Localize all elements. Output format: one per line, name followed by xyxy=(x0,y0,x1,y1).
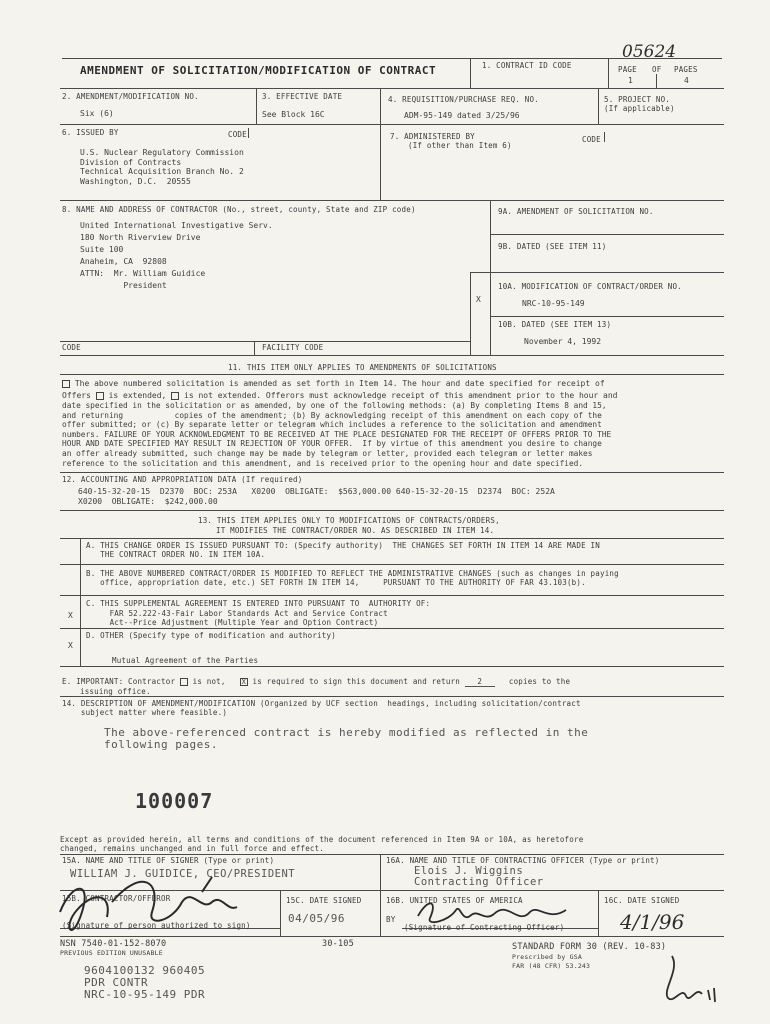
of-label: OF xyxy=(652,65,662,74)
item13-header-1: 13. THIS ITEM APPLIES ONLY TO MODIFICATIONS OF CONTRACTS/ORDERS, xyxy=(198,516,500,525)
effective-date-label: 3. EFFECTIVE DATE xyxy=(262,92,343,101)
item11-line1-text: The above numbered solicitation is amended as set forth in Item 14. The hour and date specified for receipt of xyxy=(74,379,605,388)
important-line xyxy=(62,677,570,687)
dated-item13-label: 10B. DATED (SEE ITEM 13) xyxy=(498,320,612,329)
important-text-b: is not, xyxy=(192,677,226,686)
description-label: 14. DESCRIPTION OF AMENDMENT/MODIFICATION (Organized by UCF section headings, including solicitation/contract subject matter where feasible.) xyxy=(62,699,581,717)
signer-name-label: 15A. NAME AND TITLE OF SIGNER (Type or print) xyxy=(62,856,275,865)
form-title: AMENDMENT OF SOLICITATION/MODIFICATION OF CONTRACT xyxy=(80,64,437,77)
facility-code-label: FACILITY CODE xyxy=(262,343,324,352)
contract-order-no-value: NRC-10-95-149 xyxy=(522,299,585,308)
form-code-center: 30-105 xyxy=(322,939,354,949)
item13-c-mark: X xyxy=(68,611,73,620)
project-no-label: 5. PROJECT NO. xyxy=(604,95,671,104)
accounting-data-label: 12. ACCOUNTING AND APPROPRIATION DATA (If required) xyxy=(62,475,303,484)
administered-by-sub: (If other than Item 6) xyxy=(408,141,512,150)
contractor-signature-caption: (Signature of person authorized to sign) xyxy=(62,921,251,930)
item13-d: D. OTHER (Specify type of modification and authority) xyxy=(86,631,336,640)
standard-form-label: STANDARD FORM 30 (REV. 10-83) xyxy=(512,942,667,952)
extended-checkbox[interactable] xyxy=(96,392,104,400)
issuing-office-text: issuing office. xyxy=(80,687,151,696)
dated-item11-label: 9B. DATED (SEE ITEM 11) xyxy=(498,242,607,251)
issued-by-code-label: CODE xyxy=(228,130,247,139)
item11-header: 11. THIS ITEM ONLY APPLIES TO AMENDMENTS OF SOLICITATIONS xyxy=(228,363,497,372)
contract-dated-value: November 4, 1992 xyxy=(524,337,602,346)
by-label: BY xyxy=(386,915,396,924)
page-label: PAGE xyxy=(618,65,637,74)
stamp-number: 100007 xyxy=(135,789,214,813)
contractor-signature xyxy=(52,872,272,932)
solicitation-amended-checkbox[interactable] xyxy=(62,380,70,388)
contractor-value: United International Investigative Serv. 180 North Riverview Drive Suite 100 Anaheim, CA 92808 ATTN: Mr. William Guidice President xyxy=(80,221,273,290)
page-number: 1 xyxy=(628,76,633,85)
far-reference-text: FAR (48 CFR) 53.243 xyxy=(512,962,591,970)
project-no-sub: (If applicable) xyxy=(604,104,675,113)
important-text-a: E. IMPORTANT: Contractor xyxy=(62,677,176,686)
item11-body: date specified in the solicitation or as amended, by one of the following methods: (a) By completing Items 8 and 15, and returning copies of the amendment; (b) By acknowledging receipt of this amendment on each copy of the offer submitted; or (c) By separate letter or telegram which includes a reference to the solicitation and amendment numbers. FAILURE OF YOUR ACKNOWLEDGMENT TO BE RECEIVED AT THE PLACE DESIGNATED FOR THE RECEIPT OF OFFERS PRIOR TO THE HOUR AND DATE SPECIFIED MAY RESULT IN REJECTION OF YOUR OFFER. If by virtue of this amendment you desire to change an offer already submitted, such change may be made by telegram or letter, provided each telegram or letter makes reference to the solicitation and this amendment, and is received prior to the opening hour and date specified. xyxy=(62,401,612,468)
item13-a: A. THIS CHANGE ORDER IS ISSUED PURSUANT TO: (Specify authority) THE CHANGES SET FORTH IN ITEM 14 ARE MADE IN THE CONTRACT ORDER NO. IN ITEM 10A. xyxy=(86,541,600,559)
item13-b: B. THE ABOVE NUMBERED CONTRACT/ORDER IS MODIFIED TO REFLECT THE ADMINISTRATIVE CHANGES (such as changes in paying office, appropriation date, etc.) SET FORTH IN ITEM 14, PURSUANT TO THE AUTHORITY OF FAR 43.103(b). xyxy=(86,569,619,587)
previous-edition-text: PREVIOUS EDITION UNUSABLE xyxy=(60,949,163,957)
handwritten-initials xyxy=(652,950,722,1006)
important-text-c: is required to sign this document and return xyxy=(252,677,460,686)
not-extended-checkbox[interactable] xyxy=(171,392,179,400)
administered-by-label: 7. ADMINISTERED BY xyxy=(390,132,475,141)
officer-signature-caption: (Signature of Contracting Officer) xyxy=(404,923,565,932)
date-signed-15c-label: 15C. DATE SIGNED xyxy=(286,896,362,905)
contract-id-code-label: 1. CONTRACT ID CODE xyxy=(482,61,572,70)
contracting-officer-name-label: 16A. NAME AND TITLE OF CONTRACTING OFFICER (Type or print) xyxy=(386,856,660,865)
pdr-line-2: PDR CONTR xyxy=(84,976,149,989)
item10a-mark: X xyxy=(476,295,481,304)
item13-d-mark: X xyxy=(68,641,73,650)
page-count: 4 xyxy=(684,76,689,85)
nsn-number: NSN 7540-01-152-8070 xyxy=(60,939,167,949)
item11-line2 xyxy=(62,391,618,400)
item13-c: C. THIS SUPPLEMENTAL AGREEMENT IS ENTERED INTO PURSUANT TO AUTHORITY OF: FAR 52.222-43-Fair Labor Standards Act and Service Contract Act--Price Adjustment (Multiple Year and Option Contract) xyxy=(86,599,431,627)
contractor-label: 8. NAME AND ADDRESS OF CONTRACTOR (No., street, county, State and ZIP code) xyxy=(62,205,416,214)
date-signed-16c-value: 4/1/96 xyxy=(620,910,685,934)
except-clause: Except as provided herein, all terms and conditions of the document referenced in Item 9A or 10A, as heretofore changed, remains unchanged and in full force and effect. xyxy=(60,835,584,853)
item13-header-2: IT MODIFIES THE CONTRACT/ORDER NO. AS DESCRIBED IN ITEM 14. xyxy=(216,526,495,535)
description-value: The above-referenced contract is hereby modified as reflected in the following pages. xyxy=(104,726,589,751)
contracting-officer-signature xyxy=(408,896,578,932)
item11-line1 xyxy=(62,379,605,388)
contractor-offeror-label: 15B. CONTRACTOR/OFFEROR xyxy=(62,894,171,903)
not-extended-text: is not extended. Offerors must acknowledge receipt of this amendment prior to the hour and xyxy=(184,391,618,400)
handwritten-document-number: 05624 xyxy=(622,42,677,62)
administered-by-code-label: CODE xyxy=(582,135,601,144)
date-signed-16c-label: 16C. DATE SIGNED xyxy=(604,896,680,905)
requisition-no-label: 4. REQUISITION/PURCHASE REQ. NO. xyxy=(388,95,539,104)
contractor-is-required-checkbox[interactable]: X xyxy=(241,678,246,686)
contractor-code-label: CODE xyxy=(62,343,81,352)
item13-d-value: Mutual Agreement of the Parties xyxy=(112,656,259,665)
contractor-is-not-checkbox[interactable] xyxy=(180,678,188,686)
united-states-label: 16B. UNITED STATES OF AMERICA xyxy=(386,896,523,905)
important-text-d: copies to the xyxy=(508,677,571,686)
contracting-officer-name-value: Elois J. Wiggins Contracting Officer xyxy=(414,865,544,888)
amendment-no-label: 2. AMENDMENT/MODIFICATION NO. xyxy=(62,92,199,101)
accounting-data-value: 640-15-32-20-15 D2370 BOC: 253A X0200 OBLIGATE: $563,000.00 640-15-32-20-15 D2374 BOC: 252A X0200 OBLIGATE: $242,000.00 xyxy=(78,487,555,506)
effective-date-value: See Block 16C xyxy=(262,110,325,119)
amendment-no-value: Six (6) xyxy=(80,109,114,118)
modification-contract-label: 10A. MODIFICATION OF CONTRACT/ORDER NO. xyxy=(498,282,682,291)
date-signed-15c-value: 04/05/96 xyxy=(288,912,345,925)
issued-by-label: 6. ISSUED BY xyxy=(62,128,119,137)
requisition-no-value: ADM-95-149 dated 3/25/96 xyxy=(404,111,520,120)
extended-text: is extended, xyxy=(108,391,167,400)
pdr-line-3: NRC-10-95-149 PDR xyxy=(84,988,206,1001)
prescribed-by-text: Prescribed by GSA xyxy=(512,953,582,961)
pages-label: PAGES xyxy=(674,65,698,74)
signer-name-value: WILLIAM J. GUIDICE, CEO/PRESIDENT xyxy=(70,868,296,880)
pdr-line-1: 9604100132 960405 xyxy=(84,964,206,977)
copies-count: 2 xyxy=(465,677,495,687)
amendment-solicitation-label: 9A. AMENDMENT OF SOLICITATION NO. xyxy=(498,207,654,216)
offers-text: Offers xyxy=(62,391,91,400)
issued-by-value: U.S. Nuclear Regulatory Commission Division of Contracts Technical Acquisition Branch No. 2 Washington, D.C. 20555 xyxy=(80,148,244,186)
